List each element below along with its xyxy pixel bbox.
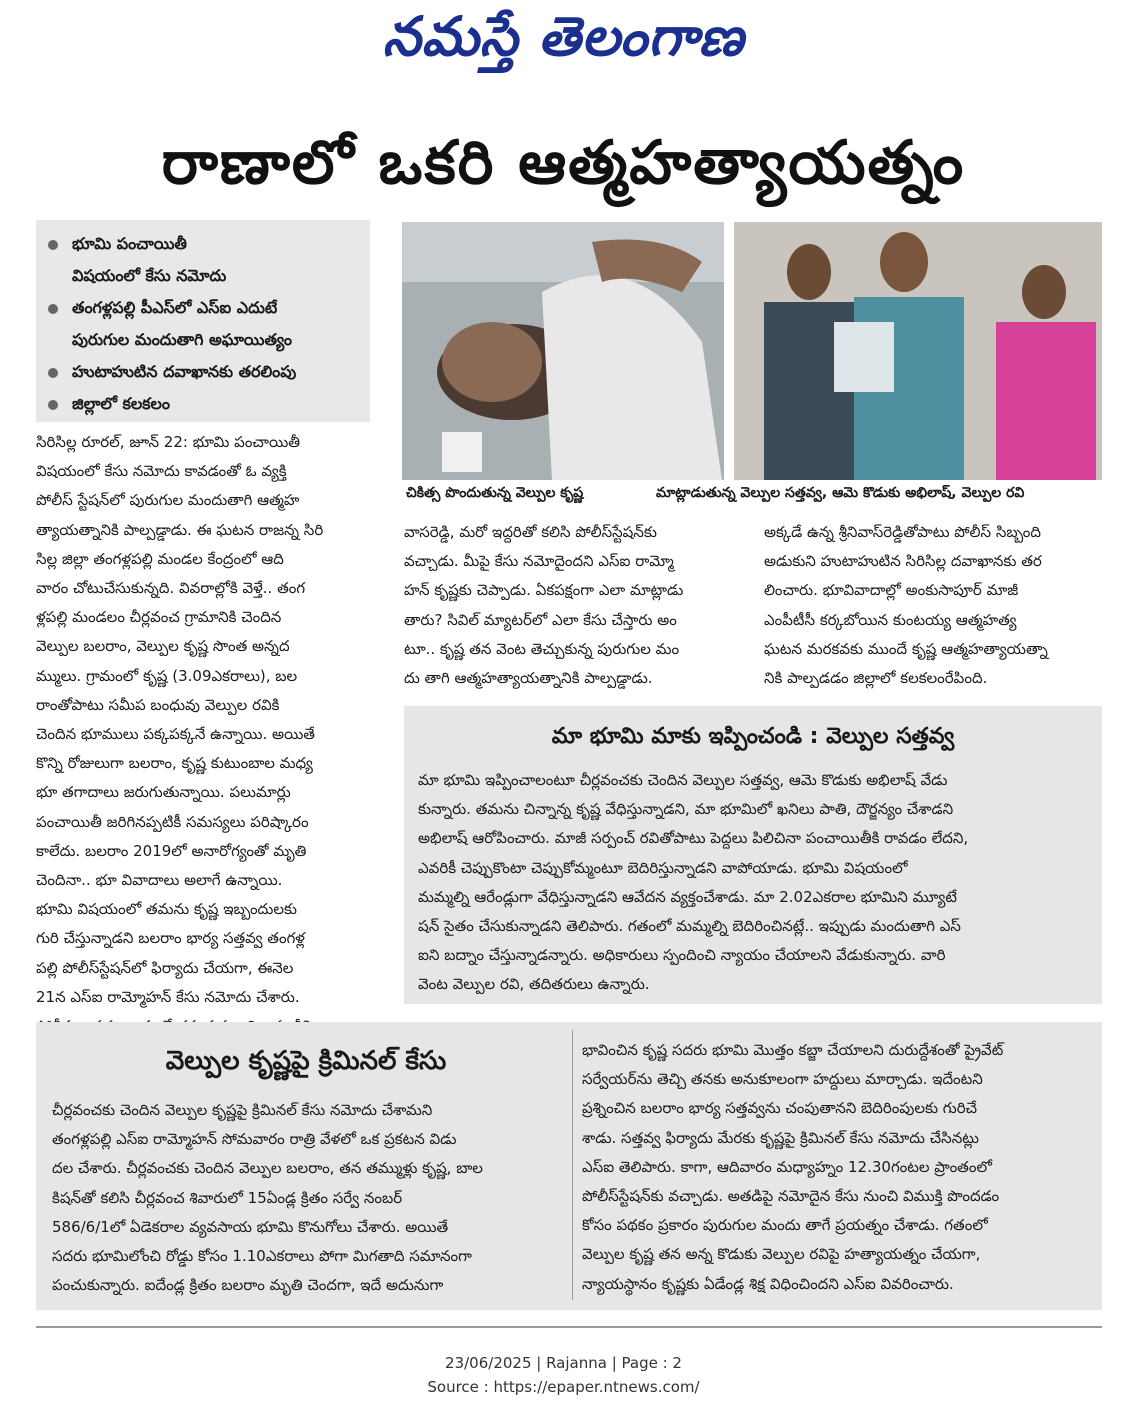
text-line: అభిలాష్ ఆరోపించారు. మాజీ సర్పంచ్ రవితోపాటు పెద్దలు పిలిచినా పంచాయితీకి రావడం లేదని,	[418, 829, 969, 848]
text-line: విషయంలో కేసు నమోదు కావడంతో ఓ వ్యక్తి	[36, 462, 287, 481]
photo-caption-left: చికిత్స పొందుతున్న వెల్పుల కృష్ణ	[406, 485, 584, 501]
sidebar-box-criminal-case	[36, 1022, 1102, 1310]
text-line: చెందినా.. భూ వివాదాలు అలాగే ఉన్నాయి.	[36, 871, 283, 890]
bullet-item: హుటాహుటిన దవాఖానకు తరలింపు	[48, 356, 360, 388]
bullet-icon	[48, 304, 58, 314]
text-line: హన్ కృష్ణకు చెప్పాడు. ఏకపక్షంగా ఎలా మాట్లాడు	[404, 581, 684, 600]
article-right-column	[764, 518, 1104, 693]
text-line: పంచాయితీ జరిగినప్పటికీ సమస్యలు పరిష్కారం	[36, 812, 309, 831]
masthead-logo: నమస్తే తెలంగాణ	[382, 5, 745, 68]
text-line: కొన్ని రోజులుగా బలరాం, కృష్ణ కుటుంబాల మధ్య	[36, 754, 313, 773]
text-line: చీర్లవంచకు చెందిన వెల్పుల కృష్ణపై క్రిమినల్ కేసు నమోదు చేశామని	[52, 1101, 433, 1119]
text-line: వారం చోటుచేసుకున్నది. వివరాల్లోకి వెళ్తే.. తంగ	[36, 579, 306, 598]
text-line: నికి పాల్పడడం జిల్లాలో కలకలంరేపింది.	[764, 669, 988, 688]
text-line: పల్లి పోలీస్‌స్టేషన్‌లో ఫిర్యాదు చేయగా, ఈనెల	[36, 958, 294, 977]
text-line: కిషన్‌తో కలిసి చీర్లవంచ శివారులో 15ఏండ్ల క్రితం సర్వే నంబర్	[52, 1188, 403, 1207]
sidebar-box-sattavva	[404, 706, 1102, 1004]
text-line: లించారు. భూవివాదాల్లో అంకుసాపూర్ మాజీ	[764, 581, 1019, 600]
text-line: ఘటన మరకవకు ముందే కృష్ణ ఆత్మహత్యాయత్నా	[764, 639, 1048, 658]
text-line: పోలీస్ స్టేషన్‌లో పురుగుల మందుతాగి ఆత్మహ	[36, 491, 300, 510]
text-line: సదరు భూమిలోంచి రోడ్డు కోసం 1.10ఎకరాలు పోగా మిగతాది సమానంగా	[52, 1247, 472, 1266]
headline: రాణాలో ఒకరి ఆత్మహత్యాయత్నం	[161, 128, 966, 198]
bullet-icon	[48, 400, 58, 410]
text-line: రాంతోపాటు సమీప బంధువు వెల్పుల రవికి	[36, 695, 280, 714]
box-body	[418, 766, 1090, 1000]
text-line: కాలేదు. బలరాం 2019లో అనారోగ్యంతో మృతి	[36, 841, 307, 860]
footer-source: Source : https://epaper.ntnews.com/	[427, 1378, 700, 1396]
text-line: పోలీస్‌స్టేషన్‌కు వచ్చాడు. అతడిపై నమోదైన కేసు నుంచి విముక్తి పొందడం	[582, 1187, 1000, 1206]
text-line: మా భూమి ఇప్పించాలంటూ చీర్లవంచకు చెందిన వెల్పుల సత్తవ్వ, ఆమె కొడుకు అభిలాష్ వేడు	[418, 771, 948, 789]
text-line: షన్ సైతం చేసుకున్నాడని తెలిపారు. గతంలో మమ్మల్ని బెదిరించినట్లే.. ఇప్పుడు మందుతాగి ఎస్	[418, 917, 961, 936]
text-line: భూ తగాదాలు జరుగుతున్నాయి. పలుమార్లు	[36, 783, 291, 802]
box-body-left	[52, 1096, 572, 1300]
photo-patient-in-hospital	[402, 222, 724, 480]
text-line: ఐని బద్నాం చేస్తున్నాడన్నారు. అధికారులు స్పందించి న్యాయం చేయాలని వేడుకున్నారు. వారి	[418, 946, 946, 965]
text-line: సిల్ల జిల్లా తంగళ్లపల్లి మండల కేంద్రంలో ఆది	[36, 549, 284, 568]
text-line: భావించిన కృష్ణ సదరు భూమి మొత్తం కబ్జా చేయాలని దురుద్దేశంతో ప్రైవేట్	[582, 1041, 1004, 1059]
bullet-icon	[48, 240, 58, 250]
text-line: టూ.. కృష్ణ తన వెంట తెచ్చుకున్న పురుగుల మం	[404, 639, 680, 658]
text-line: న్యాయస్థానం కృష్ణకు ఏడేండ్ల శిక్ష విధించిందని ఎస్‌ఐ వివరించారు.	[582, 1274, 954, 1293]
box-body-right	[582, 1036, 1092, 1299]
column-divider	[572, 1030, 573, 1300]
text-line: త్యాయత్నానికి పాల్పడ్డాడు. ఈ ఘటన రాజన్న సిరి	[36, 520, 324, 539]
photo-caption-right: మాట్లాడుతున్న వెల్పుల సత్తవ్వ, ఆమె కొడుకు అభిలాష్, వెల్పుల రవి	[656, 485, 1025, 501]
text-line: పంచుకున్నారు. ఐదేండ్ల క్రితం బలరాం మృతి చెందగా, ఇదే అదునుగా	[52, 1276, 444, 1295]
bullet-continuation: విషయంలో కేసు నమోదు	[72, 266, 227, 285]
text-line: వాసరెడ్డి, మరో ఇద్దరితో కలిసి పోలీస్‌స్టేషన్‌కు	[404, 523, 657, 541]
text-line: వచ్చాడు. మీపై కేసు నమోదైందని ఎస్‌ఐ రామ్మో	[404, 552, 674, 571]
text-line: 586/6/1లో ఏడెకరాల వ్యవసాయ భూమి కొనుగోలు చేశారు. అయితే	[52, 1217, 449, 1236]
footer-rule	[36, 1326, 1102, 1328]
photo-family-speaking	[734, 222, 1102, 480]
text-line: ళ్లపల్లి మండలం చీర్లవంచ గ్రామానికి చెందిన	[36, 608, 282, 627]
text-line: భూమి విషయంలో తమను కృష్ణ ఇబ్బందులకు	[36, 900, 297, 919]
bullet-item: భూమి పంచాయితీ	[48, 228, 360, 260]
bullet-continuation: పురుగుల మందుతాగి అఘాయిత్యం	[72, 330, 292, 349]
text-line: సిరిసిల్ల రూరల్, జూన్ 22: భూమి పంచాయితీ	[36, 433, 300, 451]
bullet-item: తంగళ్లపల్లి పీఎస్‌లో ఎస్‌ఐ ఎదుటే	[48, 292, 360, 324]
text-line: శాడు. సత్తవ్వ ఫిర్యాదు మేరకు కృష్ణపై క్రిమినల్ కేసు నమోదు చేసినట్లు	[582, 1128, 979, 1147]
text-line: 21న ఎస్‌ఐ రామ్మోహన్ కేసు నమోదు చేశారు.	[36, 987, 300, 1006]
text-line: మమ్మల్ని ఆరేండ్లుగా వేధిస్తున్నాడని ఆవేదన వ్యక్తంచేశాడు. మా 2.02ఎకరాల భూమిని మ్యూటే	[418, 887, 957, 906]
bullet-item: జిల్లాలో కలకలం	[48, 388, 360, 420]
text-line: వెల్పుల కృష్ణ తన అన్న కొడుకు వెల్పుల రవిపై హత్యాయత్నం చేయగా,	[582, 1245, 981, 1264]
text-line: వెంట వెల్పుల రవి, తదితరులు ఉన్నారు.	[418, 975, 650, 994]
text-line: దు తాగి ఆత్మహత్యాయత్నానికి పాల్పడ్డాడు.	[404, 669, 653, 688]
text-line: సర్వేయర్‌ను తెచ్చి తనకు అనుకూలంగా హద్దులు మార్చాడు. ఇదేంటని	[582, 1070, 983, 1089]
box-title: మా భూమి మాకు ఇప్పించండి : వెల్పుల సత్తవ్వ	[551, 724, 955, 749]
text-line: దల చేశారు. చీర్లవంచకు చెందిన వెల్పుల బలరాం, తన తమ్ముళ్లు కృష్ణ, బాల	[52, 1159, 483, 1178]
text-line: అక్కడే ఉన్న శ్రీనివాస్‌రెడ్డితోపాటు పోలీస్ సిబ్బంది	[764, 523, 1041, 541]
highlights-box	[36, 220, 370, 422]
text-line: మ్ములు. గ్రామంలో కృష్ణ (3.09ఎకరాలు), బల	[36, 666, 298, 685]
text-line: వెల్పుల బలరాం, వెల్పుల కృష్ణ సొంత అన్నద	[36, 637, 290, 656]
text-line: ప్రశ్నించిన బలరాం భార్య సత్తవ్వను చంపుతానని బెదిరింపులకు గురిచే	[582, 1099, 978, 1118]
text-line: అడుకుని హుటాహుటిన సిరిసిల్ల దవాఖానకు తర	[764, 552, 1042, 571]
bullet-icon	[48, 368, 58, 378]
text-line: తంగళ్లపల్లి ఎస్‌ఐ రామ్మోహన్ సోమవారం రాత్రి వేళలో ఒక ప్రకటన విడు	[52, 1130, 457, 1149]
text-line: ఎస్‌ఐ తెలిపారు. కాగా, ఆదివారం మధ్యాహ్నం 12.30గంటల ప్రాంతంలో	[582, 1157, 992, 1176]
box-title: వెల్పుల కృష్ణపై క్రిమినల్ కేసు	[165, 1046, 447, 1076]
text-line: ఎవరికీ చెప్పుకొంటా చెప్పుకోమ్మంటూ బెదిరిస్తున్నాడని వాపోయాడు. భూమి విషయంలో	[418, 858, 908, 877]
text-line: ఎంపీటీసీ కర్కబోయిన కుంటయ్య ఆత్మహత్య	[764, 610, 1017, 629]
text-line: కున్నారు. తమను చిన్నాన్న కృష్ణ వేధిస్తున్నాడని, మా భూమిలో ఖనిలు పాతి, దౌర్జన్యం చేశాడని	[418, 800, 954, 819]
article-middle-column	[404, 518, 734, 693]
text-line: గురి చేస్తున్నాడని బలరాం భార్య సత్తవ్వ తంగళ్ల	[36, 929, 305, 948]
footer-date-edition: 23/06/2025 | Rajanna | Page : 2	[445, 1354, 682, 1372]
article-left-column	[36, 428, 372, 1041]
text-line: కోసం పథకం ప్రకారం పురుగుల మందు తాగే ప్రయత్నం చేశాడు. గతంలో	[582, 1216, 988, 1235]
text-line: చెందిన భూములు పక్కపక్కనే ఉన్నాయి. అయితే	[36, 725, 315, 744]
text-line: తారు? సివిల్ మ్యాటర్‌లో ఎలా కేసు చేస్తారు అం	[404, 610, 677, 629]
